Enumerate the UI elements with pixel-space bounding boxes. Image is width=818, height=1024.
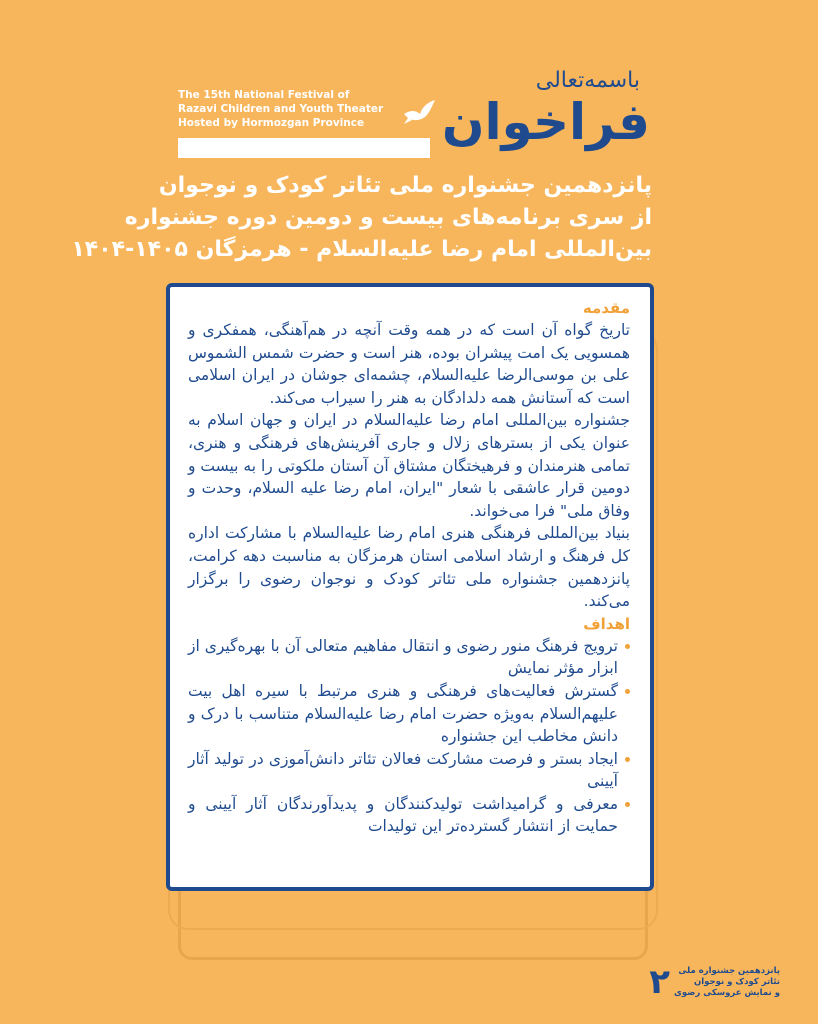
- english-credit-line: The 15th National Festival of: [178, 89, 350, 101]
- goal-item: معرفی و گرامیداشت تولیدکنندگان و پدیدآورندگان آثار آیینی و حمایت از انتشار گسترده‌تر این تولیدات: [188, 793, 630, 838]
- white-accent-bar: [178, 138, 430, 158]
- subtitle-line: بین‌المللی امام رضا علیه‌السلام - هرمزگان ۱۴۰۵-۱۴۰۴: [71, 237, 652, 262]
- festival-subtitle: [71, 170, 652, 266]
- english-credit-line: Hosted by Hormozgan Province: [178, 117, 365, 129]
- english-credit: [178, 88, 384, 130]
- content-card: [166, 283, 654, 891]
- subtitle-line: پانزدهمین جشنواره ملی تئاتر کودک و نوجوان: [158, 173, 652, 198]
- preamble: باسمه‌تعالی: [535, 68, 640, 93]
- page-number: ۲: [649, 962, 670, 1002]
- footer-event-name: [672, 966, 780, 999]
- goals-list: [188, 635, 630, 838]
- intro-paragraph: تاریخ گواه آن است که در همه وقت آنچه در هم‌آهنگی، همفکری و همسویی یک امت پیشران بوده، هنر است و حضرت شمس الشموس علی بن موسی‌الرضا علیه‌السلام، چشمه‌ای جوشان در ایران اسلامی است که آستانش همه دلدادگان به هنر را سیراب می‌کند.: [188, 321, 630, 407]
- goals-heading: اهداف: [583, 614, 630, 633]
- footer-line: پانزدهمین جشنواره ملی: [678, 966, 780, 976]
- english-credit-line: Razavi Children and Youth Theater: [178, 103, 384, 115]
- page-title: فراخوان: [441, 93, 650, 151]
- intro-heading: مقدمه: [582, 299, 630, 317]
- footer-line: تئاتر کودک و نوجوان: [694, 977, 780, 987]
- goal-item: ترویج فرهنگ منور رضوی و انتقال مفاهیم متعالی آن با بهره‌گیری از ابزار مؤثر نمایش: [188, 635, 630, 680]
- intro-paragraph: جشنواره بین‌المللی امام رضا علیه‌السلام در ایران و جهان اسلام به عنوان یکی از بسترهای زلال و جاری آفرینش‌های فرهنگی و هنری، تمامی هنرمندان و فرهیختگان مشتاق آن آستان ملکوتی را به بیست و دومین قرار عاشقی با شعار "ایران، امام رضا علیه السلام، وحدت و وفاق ملی" فرا می‌خواند.: [188, 411, 630, 520]
- footer-logo: [650, 962, 780, 1002]
- subtitle-line: از سری برنامه‌های بیست و دومین دوره جشنواره: [124, 205, 652, 230]
- dove-icon: [402, 98, 436, 128]
- footer-line: و نمایش عروسکی رضوی: [674, 988, 780, 998]
- goal-item: گسترش فعالیت‌های فرهنگی و هنری مرتبط با سیره اهل بیت علیهم‌السلام به‌ویژه حضرت امام رضا علیه‌السلام متناسب با درک و دانش مخاطب این جشنواره: [188, 680, 630, 748]
- intro-paragraph: بنیاد بین‌المللی فرهنگی هنری امام رضا علیه‌السلام با مشارکت اداره کل فرهنگ و ارشاد اسلامی استان هرمزگان به مناسبت دهه کرامت، پانزدهمین جشنواره ملی تئاتر کودک و نوجوان رضوی را برگزار می‌کند.: [188, 524, 630, 611]
- goal-item: ایجاد بستر و فرصت مشارکت فعالان تئاتر دانش‌آموزی در تولید آثار آیینی: [188, 748, 630, 793]
